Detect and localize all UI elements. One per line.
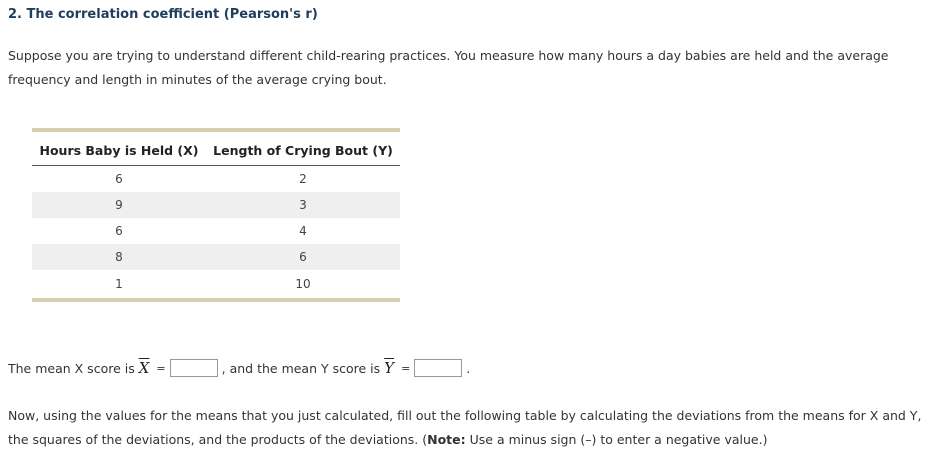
mean-y-prefix: , and the mean Y score is xyxy=(221,360,381,376)
equals-sign: = xyxy=(401,361,411,375)
column-header-y: Length of Crying Bout (Y) xyxy=(206,130,400,166)
mean-x-input[interactable] xyxy=(170,359,218,377)
table-row xyxy=(32,218,400,244)
y-bar-symbol: $\overline{Y}$ xyxy=(384,359,395,377)
table-row xyxy=(32,166,400,193)
data-table xyxy=(32,128,400,302)
cell-x: 1 xyxy=(115,277,123,291)
cell-x: 6 xyxy=(115,224,123,238)
intro-paragraph: Suppose you are trying to understand different child-rearing practices. You measure how many hours a day babies are held and the average frequency and length in minutes of the average crying bout. xyxy=(8,48,889,87)
note-label: Note: xyxy=(427,432,466,447)
cell-y: 3 xyxy=(206,192,400,218)
table-row xyxy=(32,270,400,300)
mean-x-prefix: The mean X score is xyxy=(8,360,135,376)
cell-y: 4 xyxy=(299,224,307,238)
note-text: Use a minus sign (–) to enter a negative value.) xyxy=(465,432,768,447)
cell-x: 9 xyxy=(32,192,206,218)
cell-y: 2 xyxy=(299,172,307,186)
mean-y-input[interactable] xyxy=(414,359,462,377)
table-row xyxy=(32,192,400,218)
equals-sign: = xyxy=(156,361,166,375)
question-title: 2. The correlation coefficient (Pearson's r) xyxy=(8,7,318,22)
sentence-period: . xyxy=(466,360,471,376)
column-header-x: Hours Baby is Held (X) xyxy=(32,130,206,166)
cell-x: 8 xyxy=(32,244,206,270)
instructions-text: Now, using the values for the means that you just calculated, fill out the following table by calculating the deviations from the means for X and Y, the squares of the deviations, and the products of the deviations. ( xyxy=(8,408,922,447)
cell-x: 6 xyxy=(115,172,123,186)
cell-y: 6 xyxy=(206,244,400,270)
cell-y: 10 xyxy=(295,277,311,291)
means-sentence xyxy=(8,356,470,380)
table-header-row xyxy=(32,130,400,166)
x-bar-symbol: $\overline{X}$ xyxy=(138,359,150,377)
table-row xyxy=(32,244,400,270)
instructions-paragraph xyxy=(8,404,926,452)
